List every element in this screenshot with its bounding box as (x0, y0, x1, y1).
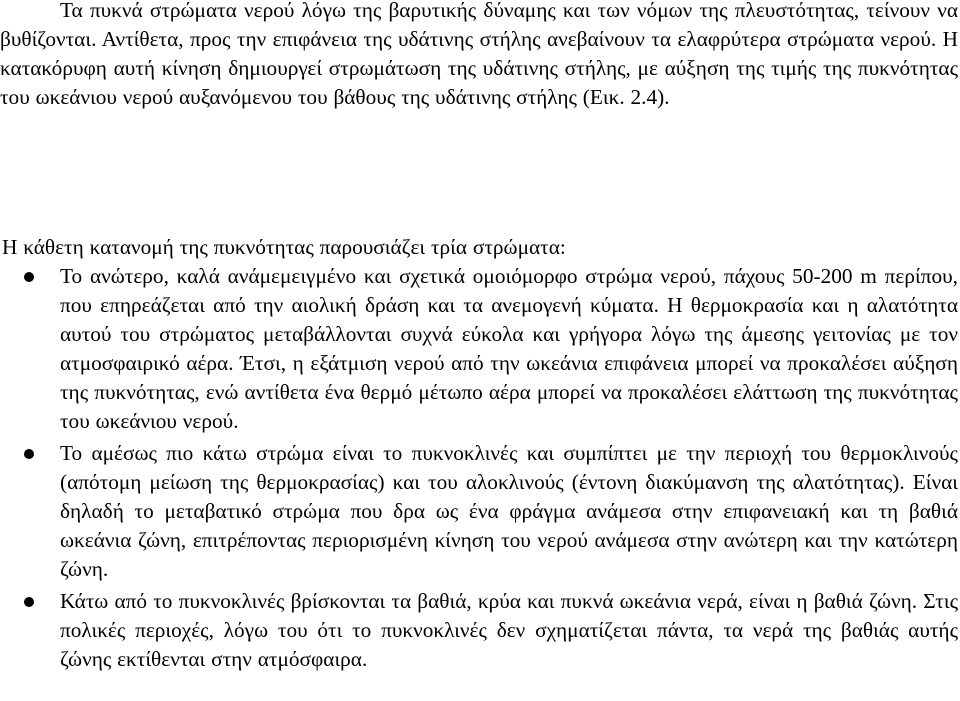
density-layers-list (0, 262, 958, 674)
paragraph-density-layers: Τα πυκνά στρώματα νερού λόγω της βαρυτικής δύναμης και των νόμων της πλευστότητας, τείνουν να βυθίζονται. Αντίθετα, προς την επιφάνεια της υδάτινης στήλης ανεβαίνουν τα ελαφρύτερα στρώματα νερού. Η κατακόρυφη αυτή κίνηση δημιουργεί στρωμάτωση της υδάτινης στήλης, με αύξηση της τιμής της πυκνότητας του ωκεάνιου νερού αυξανόμενου του βάθους της υδάτινης στήλης (Εικ. 2.4). (0, 0, 958, 109)
list-item-text: Κάτω από το πυκνοκλινές βρίσκονται τα βαθιά, κρύα και πυκνά ωκεάνια νερά, είναι η βαθιά ζώνη. Στις πολικές περιοχές, λόγω του ότι το πυκνοκλινές δεν σχηματίζεται πάντα, τα νερά της βαθιάς αυτής ζώνης εκτίθενται στην ατμόσφαιρα. (60, 589, 958, 671)
list-item-deep-zone (0, 587, 958, 674)
bullet-icon (24, 272, 34, 282)
bullet-icon (24, 449, 34, 459)
bullet-icon (24, 597, 34, 607)
list-item-upper-mixed-layer (0, 262, 958, 436)
list-item-pycnocline (0, 439, 958, 584)
paragraph-vertical-distribution-intro: Η κάθετη κατανομή της πυκνότητας παρουσιάζει τρία στρώματα: (2, 235, 566, 259)
list-item-text: Το ανώτερο, καλά ανάμεμειγμένο και σχετικά ομοιόμορφο στρώμα νερού, πάχους 50-200 m περίπου, που επηρεάζεται από την αιολική δράση και τα ανεμογενή κύματα. Η θερμοκρασία και η αλατότητα αυτού του στρώματος μεταβάλλονται συχνά εύκολα και γρήγορα λόγω της άμεσης γειτονίας με τον ατμοσφαιρικό αέρα. Έτσι, η εξάτμιση νερού από την ωκεάνια επιφάνεια μπορεί να προκαλέσει αύξηση της πυκνότητας, ενώ αντίθετα ένα θερμό μέτωπο αέρα μπορεί να προκαλέσει ελάττωση της πυκνότητας του ωκεάνιου νερού. (60, 264, 958, 433)
list-item-text: Το αμέσως πιο κάτω στρώμα είναι το πυκνοκλινές και συμπίπτει με την περιοχή του θερμοκλινούς (απότομη μείωση της θερμοκρασίας) και του αλοκλινούς (έντονη διακύμανση της αλατότητας). Είναι δηλαδή το μεταβατικό στρώμα που δρα ως ένα φράγμα ανάμεσα στην επιφανειακή και τη βαθιά ωκεάνια ζώνη, επιτρέποντας περιορισμένη κίνηση του νερού ανάμεσα στην ανώτερη και την κατώτερη ζώνη. (60, 441, 958, 581)
